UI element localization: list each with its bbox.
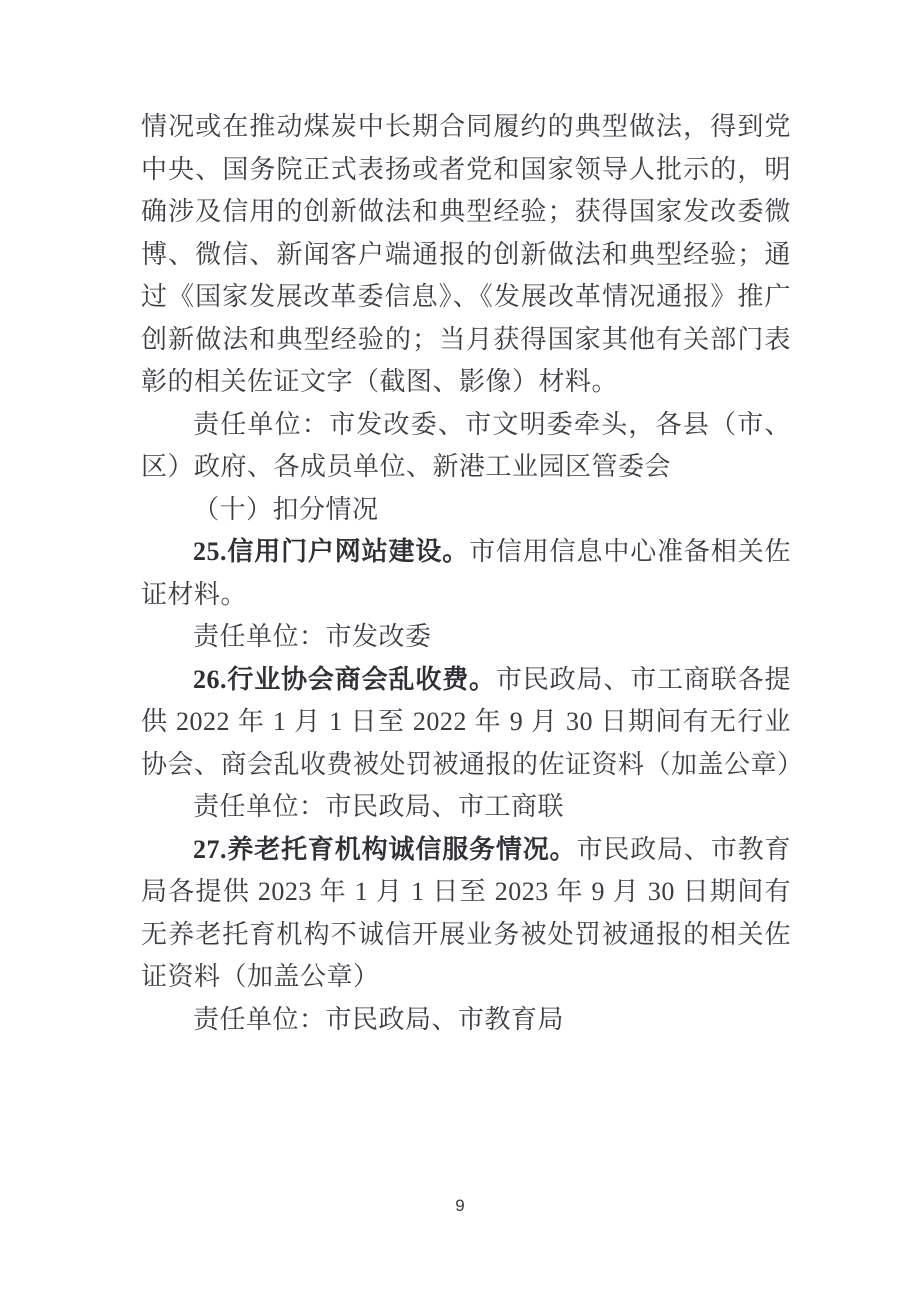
paragraph-item-25 — [141, 531, 791, 616]
paragraph-text-run: 市民政局、市工商联各提供 2022 年 1 月 1 日至 2022 年 9 月 30 日期间有无行业协会、商会乱收费被处罚被通报的佐证资料（加盖公章） — [141, 664, 804, 779]
paragraph-text-run: （十）扣分情况 — [193, 494, 379, 524]
paragraph-responsible-unit-4 — [141, 999, 791, 1042]
document-body — [141, 106, 804, 1041]
paragraph-item-27 — [141, 829, 791, 999]
paragraph-heading-run: 26.行业协会商会乱收费。 — [193, 664, 496, 694]
paragraph-text-run: 责任单位：市发改委 — [193, 622, 432, 651]
page-footer — [0, 1196, 920, 1216]
paragraph-responsible-unit-3 — [141, 786, 791, 829]
paragraph-text-run: 责任单位：市民政局、市工商联 — [193, 792, 565, 821]
paragraph-responsible-unit-1 — [141, 404, 791, 489]
paragraph-continuation — [141, 106, 791, 404]
page-number: 9 — [455, 1196, 465, 1215]
paragraph-text-run: 情况或在推动煤炭中长期合同履约的典型做法，得到党中央、国务院正式表扬或者党和国家领导人批示的，明确涉及信用的创新做法和典型经验；获得国家发改委微博、微信、新闻客户端通报的创新做法和典型经验；通过《国家发展改革委信息》、《发展改革情况通报》推广创新做法和典型经验的；当月获得国家其他有关部门表彰的相关佐证文字（截图、影像）材料。 — [141, 112, 791, 396]
paragraph-section-heading — [141, 489, 791, 532]
paragraph-text-run: 市民政局、市教育局各提供 2023 年 1 月 1 日至 2023 年 9 月 30 日期间有无养老托育机构不诚信开展业务被处罚被通报的相关佐证资料（加盖公章） — [141, 834, 791, 991]
paragraph-item-26 — [141, 659, 804, 787]
paragraph-responsible-unit-2 — [141, 616, 791, 659]
paragraph-heading-run: 27.养老托育机构诚信服务情况。 — [193, 834, 577, 864]
paragraph-heading-run: 25.信用门户网站建设。 — [193, 537, 470, 566]
paragraph-text-run: 市信用信息中心准备相关佐证材料。 — [141, 537, 791, 609]
paragraph-text-run: 责任单位：市发改委、市文明委牵头，各县（市、区）政府、各成员单位、新港工业园区管委会 — [141, 409, 791, 481]
paragraph-text-run: 责任单位：市民政局、市教育局 — [193, 1004, 565, 1034]
